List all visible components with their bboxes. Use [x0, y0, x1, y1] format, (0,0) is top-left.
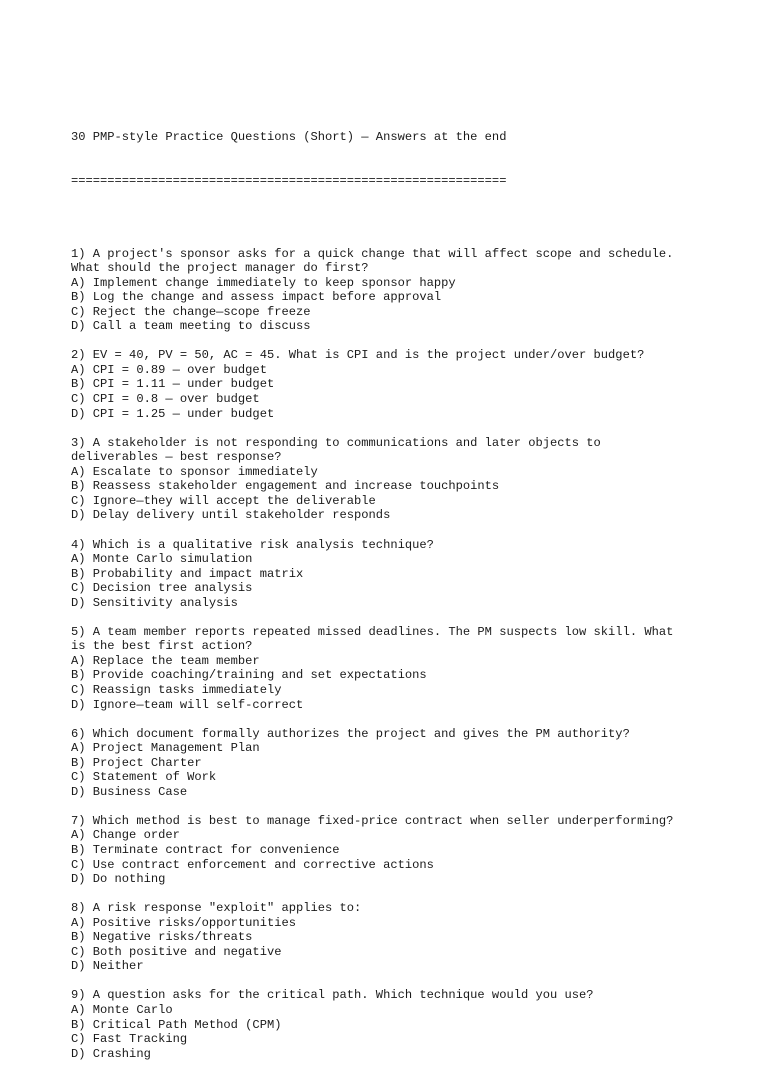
question-text: 5) A team member reports repeated missed deadlines. The PM suspects low skill. What	[71, 624, 674, 639]
question-text: 8) A risk response "exploit" applies to:	[71, 901, 362, 916]
question-text: 3) A stakeholder is not responding to communications and later objects to	[71, 435, 601, 450]
answer-option: B) Reassess stakeholder engagement and increase touchpoints	[71, 479, 500, 494]
answer-option: B) CPI = 1.11 — under budget	[71, 377, 275, 392]
answer-option: D) Business Case	[71, 784, 188, 799]
answer-option: C) Reassign tasks immediately	[71, 682, 282, 697]
answer-option: D) Sensitivity analysis	[71, 595, 238, 610]
answer-option: D) Crashing	[71, 1046, 151, 1061]
answer-option: B) Log the change and assess impact before approval	[71, 290, 442, 305]
answer-option: C) Both positive and negative	[71, 944, 282, 959]
answer-option: C) Use contract enforcement and corrective actions	[71, 857, 434, 872]
answer-option: A) Change order	[71, 828, 180, 843]
answer-option: D) Ignore—team will self-correct	[71, 697, 304, 712]
question-block	[71, 901, 731, 974]
question-block	[71, 247, 731, 334]
title-underline-rule: ============================================================	[71, 173, 507, 188]
question-block	[71, 348, 731, 421]
question-list	[71, 247, 731, 1062]
answer-option: B) Probability and impact matrix	[71, 566, 304, 581]
answer-option: B) Critical Path Method (CPM)	[71, 1017, 282, 1032]
document-title: 30 PMP-style Practice Questions (Short) — Answers at the end	[71, 130, 507, 145]
answer-option: C) Decision tree analysis	[71, 581, 253, 596]
answer-option: A) Escalate to sponsor immediately	[71, 464, 318, 479]
answer-option: D) Do nothing	[71, 872, 166, 887]
answer-option: D) Delay delivery until stakeholder responds	[71, 508, 391, 523]
question-block	[71, 625, 731, 712]
answer-option: A) Monte Carlo	[71, 1003, 173, 1017]
question-text: 6) Which document formally authorizes the project and gives the PM authority?	[71, 726, 630, 741]
answer-option: A) Replace the team member	[71, 653, 260, 668]
question-block	[71, 727, 731, 800]
answer-option: D) Neither	[71, 959, 144, 974]
question-text: What should the project manager do first?	[71, 261, 369, 276]
answer-option: A) Monte Carlo simulation	[71, 552, 253, 567]
question-text: is the best first action?	[71, 639, 253, 654]
question-text: 9) A question asks for the critical path. Which technique would you use?	[71, 988, 594, 1003]
question-block	[71, 988, 731, 1061]
question-block	[71, 538, 731, 611]
answer-option: C) CPI = 0.8 — over budget	[71, 392, 260, 407]
document-header	[71, 101, 731, 217]
question-text: 2) EV = 40, PV = 50, AC = 45. What is CPI and is the project under/over budget?	[71, 348, 645, 363]
answer-option: B) Project Charter	[71, 755, 202, 770]
question-block	[71, 814, 731, 887]
answer-option: B) Terminate contract for convenience	[71, 842, 340, 857]
answer-option: C) Ignore—they will accept the deliverable	[71, 493, 376, 508]
answer-option: A) Positive risks/opportunities	[71, 915, 296, 930]
answer-option: C) Statement of Work	[71, 770, 217, 785]
document-body	[71, 72, 731, 1076]
answer-option: A) Implement change immediately to keep sponsor happy	[71, 275, 456, 290]
question-block	[71, 436, 731, 523]
question-text: 1) A project's sponsor asks for a quick change that will affect scope and schedule.	[71, 246, 674, 261]
answer-option: A) CPI = 0.89 — over budget	[71, 362, 267, 377]
answer-option: D) Call a team meeting to discuss	[71, 319, 311, 334]
answer-option: C) Reject the change—scope freeze	[71, 304, 311, 319]
question-text: 7) Which method is best to manage fixed-price contract when seller underperforming?	[71, 813, 674, 828]
answer-option: B) Negative risks/threats	[71, 930, 253, 945]
question-text: deliverables — best response?	[71, 450, 282, 465]
question-text: 4) Which is a qualitative risk analysis technique?	[71, 537, 434, 552]
answer-option: B) Provide coaching/training and set expectations	[71, 668, 427, 683]
answer-option: D) CPI = 1.25 — under budget	[71, 406, 275, 421]
answer-option: A) Project Management Plan	[71, 741, 260, 756]
answer-option: C) Fast Tracking	[71, 1032, 188, 1047]
